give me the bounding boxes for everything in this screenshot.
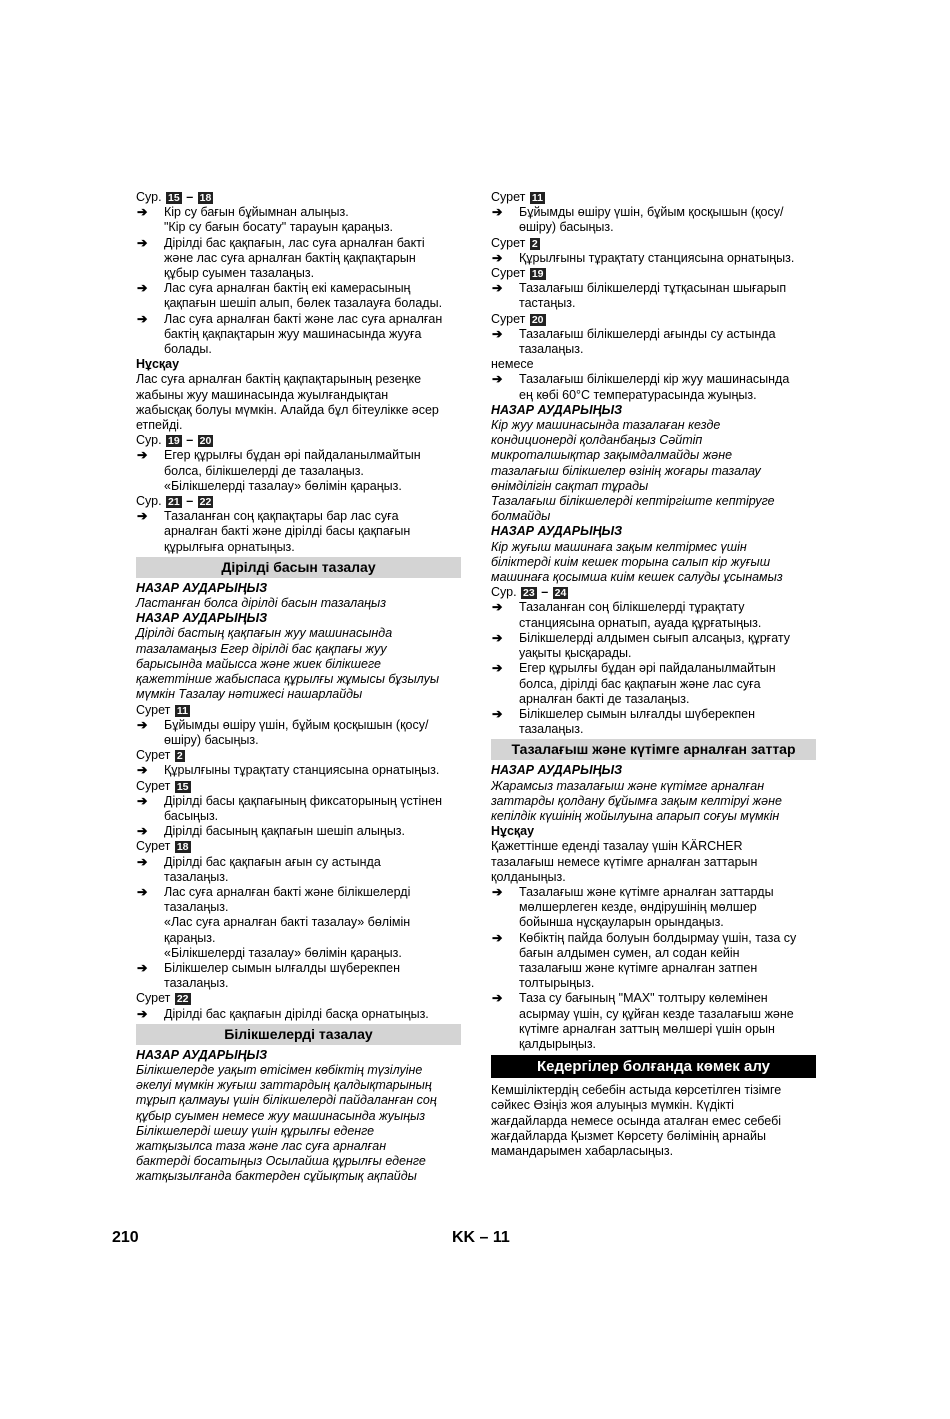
arrow-right-icon: ➔	[137, 205, 148, 220]
instruction-continuation: тазалағыш және күтімге арналған затпен	[519, 960, 758, 975]
figure-ref	[491, 236, 816, 251]
instruction-continuation: болса, білікшелерді де тазалаңыз.	[164, 463, 364, 478]
instruction-continuation: бактің қақпақтарын жуу машинасында жууға	[164, 326, 422, 341]
warning-text: Ластанған болса дірілді басын тазалаңыз	[136, 596, 387, 611]
figure-number-badge: 23	[523, 587, 535, 600]
body-text: жабыны жуу машинасында жуылғандықтан	[136, 387, 389, 402]
instruction-step	[136, 281, 461, 296]
figure-prefix: Сурет	[136, 991, 171, 1006]
figure-ref	[136, 779, 461, 794]
instruction-step	[491, 885, 816, 900]
instruction-continuation: күтімге арналған заттың мөлшері үшін орын	[519, 1021, 775, 1036]
instruction-continuation: «Лас суға арналған бакті тазалау» бөлімін	[164, 915, 411, 930]
instruction-continuation: «Білікшелерді тазалау» бөлімін қараңыз.	[164, 478, 402, 493]
figure-prefix: Сурет	[136, 702, 171, 717]
note-label: Нұсқау	[491, 824, 535, 839]
warning-text: Жарамсыз тазалағыш және күтімге арналған	[491, 778, 765, 793]
warning-text: әкелуі мүмкін жуғыш заттардың қалдықтарының	[136, 1078, 432, 1093]
instruction-step	[136, 885, 461, 900]
instruction-continuation: ең көбі 60°C температурасында жуыңыз.	[519, 387, 757, 402]
instruction-step	[136, 961, 461, 976]
warning-text: Білікшелерде уақыт өтісімен көбіктің түзілуіне	[136, 1062, 423, 1077]
instruction-continuation: толтырыңыз.	[519, 976, 595, 991]
arrow-right-icon: ➔	[137, 793, 148, 808]
body-text: жағдайларда Қызмет Көрсету бөлімінің арнайы	[491, 1128, 766, 1143]
figure-ref	[136, 433, 461, 448]
instruction-continuation: станциясына орнатып, ауада құрғатыңыз.	[519, 615, 762, 630]
page-number: 210	[112, 1229, 139, 1246]
instruction-continuation: болса, дірілді бас қақпағын және лас суға	[519, 676, 761, 691]
instruction-step	[136, 763, 461, 778]
instruction-step	[491, 661, 816, 676]
warning-text: барысында майысса және жиек білікшеге	[136, 656, 381, 671]
instruction-text: Дірілді басының қақпағын шешіп алыңыз.	[164, 824, 406, 839]
instruction-continuation: тазалаңыз.	[164, 900, 229, 915]
body-text: жағдайларда немесе осында аталған емес себебі	[491, 1113, 782, 1128]
instruction-step	[491, 707, 816, 722]
instruction-step	[491, 931, 816, 946]
figure-ref	[136, 190, 461, 205]
warning-text: тұрып қалмауы үшін білікшелерді пайдаланған соң	[136, 1093, 437, 1108]
section-heading: Тазалағыш және күтімге арналған заттар	[491, 739, 816, 760]
instruction-continuation: асырмау үшін, су құйған кезде тазалағыш және	[519, 1006, 794, 1021]
arrow-right-icon: ➔	[137, 281, 148, 296]
instruction-text: Тазаланған соң білікшелерді тұрақтату	[519, 600, 745, 615]
figure-prefix: Сурет	[491, 235, 526, 250]
figure-prefix: Сурет	[136, 748, 171, 763]
figure-number-badge: 20	[531, 313, 544, 326]
warning-text: жатқызылғанда бактерден сұйықтық ақпайды	[136, 1169, 417, 1184]
figure-prefix: Сур.	[136, 494, 162, 509]
warning-label: НАЗАР АУДАРЫҢЫЗ	[491, 524, 623, 539]
instruction-text: Тазалағыш және күтімге арналған заттарды	[519, 884, 774, 899]
instruction-text: Тазалағыш білікшелерді тұтқасынан шығарып	[519, 281, 787, 296]
warning-label: НАЗАР АУДАРЫҢЫЗ	[491, 763, 623, 778]
instruction-continuation: тазалаңыз.	[164, 869, 229, 884]
warning-text: болмайды	[491, 509, 551, 524]
warning-label: НАЗАР АУДАРЫҢЫЗ	[491, 402, 623, 417]
arrow-right-icon: ➔	[492, 326, 503, 341]
instruction-text: Дірілді бас қақпағын, лас суға арналған бакті	[164, 235, 425, 250]
warning-text: Білікшелерді шешу үшін құрылғы еденге	[136, 1123, 375, 1138]
instruction-text: Тазаланған соң қақпақтары бар лас суға	[164, 509, 399, 524]
instruction-step	[136, 855, 461, 870]
figure-number-badge: 15	[176, 780, 189, 793]
instruction-continuation: тазалаңыз.	[164, 976, 229, 991]
instruction-step	[491, 327, 816, 342]
instruction-continuation: құбыр суымен тазалаңыз.	[164, 266, 315, 281]
instruction-step	[491, 991, 816, 1006]
warning-label: НАЗАР АУДАРЫҢЫЗ	[136, 611, 268, 626]
left-column	[136, 190, 461, 1185]
instruction-continuation: тастаңыз.	[519, 296, 576, 311]
instruction-step	[136, 312, 461, 327]
figure-prefix: Сурет	[491, 311, 526, 326]
instruction-step	[491, 251, 816, 266]
figure-ref	[136, 839, 461, 854]
body-text: қолданыңыз.	[491, 869, 566, 884]
section-heading: Білікшелерді тазалау	[136, 1024, 461, 1045]
figure-ref	[136, 494, 461, 509]
instruction-text: Лас суға арналған бактің екі камерасының	[164, 281, 411, 296]
figure-number-badge: 22	[176, 993, 189, 1006]
figure-number-badge: 24	[554, 587, 567, 600]
arrow-right-icon: ➔	[137, 235, 148, 250]
body-text: Лас суға арналған бактің қақпақтарының резеңке	[136, 372, 422, 387]
instruction-continuation: өшіру) басыңыз.	[519, 220, 614, 235]
figure-prefix: Сурет	[491, 266, 526, 281]
figure-number-badge: 18	[199, 192, 212, 204]
body-text: етпейді.	[136, 418, 183, 433]
instruction-text: Бұйымды өшіру үшін, бұйым қосқышын (қосу/	[164, 717, 429, 732]
instruction-continuation: тазалаңыз.	[519, 722, 584, 737]
figure-number-badge: 11	[176, 704, 188, 717]
instruction-continuation: бойынша нұсқауларын орындаңыз.	[519, 915, 724, 930]
arrow-right-icon: ➔	[137, 717, 148, 732]
warning-text: өнімділігін сақтап тұрады	[491, 478, 649, 493]
instruction-step	[136, 236, 461, 251]
arrow-right-icon: ➔	[137, 448, 148, 463]
warning-label: НАЗАР АУДАРЫҢЫЗ	[136, 1047, 268, 1062]
warning-text: кондиционерді қолданбаңыз Сәйтіп	[491, 433, 703, 448]
figure-range-dash: –	[186, 433, 194, 448]
arrow-right-icon: ➔	[492, 661, 503, 676]
warning-text: тазалағыш білікшелер өзінің жоғары тазалау	[491, 463, 761, 478]
warning-text: микроталшықтар зақымдалмайды және	[491, 448, 733, 463]
instruction-continuation: өшіру) басыңыз.	[164, 732, 259, 747]
instruction-step	[136, 448, 461, 463]
instruction-step	[136, 205, 461, 220]
figure-number-badge: 19	[168, 435, 180, 448]
instruction-text: Тазалағыш білікшелерді кір жуу машинасында	[519, 372, 790, 387]
body-text: сәйкес Өзіңіз жоя алуыңыз мүмкін. Күдікті	[491, 1098, 734, 1113]
instruction-text: Құрылғыны тұрақтату станциясына орнатыңыз.	[519, 250, 795, 265]
section-heading: Дірілді басын тазалау	[136, 557, 461, 578]
instruction-text: Дірілді бас қақпағын дірілді басқа орнатыңыз.	[164, 1006, 429, 1021]
instruction-text: Дірілді бас қақпағын ағын су астында	[164, 854, 381, 869]
warning-text: Кір жуғыш машинаға зақым келтірмес үшін	[491, 539, 747, 554]
arrow-right-icon: ➔	[492, 991, 503, 1006]
figure-number-badge: 15	[168, 192, 180, 204]
figure-ref	[491, 585, 816, 600]
instruction-continuation: басыңыз.	[164, 808, 219, 823]
instruction-continuation: және лас суға арналған бактің қақпақтарын	[164, 250, 416, 265]
figure-number-badge: 22	[199, 496, 212, 509]
warning-text: заттарды қолдану бұйымға зақым келтіруі және	[491, 793, 782, 808]
warning-text: құбыр суымен немесе жуу машинасында жуыңыз	[136, 1108, 426, 1123]
arrow-right-icon: ➔	[137, 763, 148, 778]
figure-ref	[491, 190, 816, 205]
instruction-step	[491, 631, 816, 646]
instruction-continuation: бағын алдымен сумен, ал содан кейін	[519, 945, 740, 960]
instruction-text: Лас суға арналған бакті және лас суға арналған	[164, 311, 443, 326]
figure-prefix: Сур.	[136, 190, 162, 204]
body-text: мамандарымен хабарласыңыз.	[491, 1143, 674, 1158]
figure-range-dash: –	[186, 494, 194, 509]
arrow-right-icon: ➔	[492, 600, 503, 615]
figure-ref	[136, 748, 461, 763]
instruction-step	[136, 1007, 461, 1022]
figure-prefix: Сурет	[136, 839, 171, 854]
instruction-text: Дірілді басы қақпағының фиксаторының үстінен	[164, 793, 443, 808]
warning-text: тазаламаңыз Егер дірілді бас қақпағы жуу	[136, 641, 387, 656]
instruction-continuation: тазалаңыз.	[519, 342, 584, 357]
page-code: KK – 11	[452, 1229, 510, 1246]
body-text: Кемшіліктердің себебін астыда көрсетілген тізімге	[491, 1083, 782, 1098]
figure-ref	[136, 991, 461, 1006]
figure-prefix: Сурет	[491, 190, 526, 204]
warning-text: Кір жуу машинасында тазалаған кезде	[491, 418, 721, 433]
arrow-right-icon: ➔	[492, 250, 503, 265]
figure-number-badge: 20	[199, 435, 212, 448]
note-label: Нұсқау	[136, 357, 180, 372]
figure-range-dash: –	[186, 190, 194, 204]
figure-prefix: Сур.	[491, 585, 517, 600]
instruction-continuation: болады.	[164, 342, 212, 357]
instruction-continuation: "Кір су бағын босату" тарауын қараңыз.	[164, 220, 394, 235]
right-column	[491, 190, 816, 1159]
instruction-step	[136, 718, 461, 733]
instruction-text: Тазалағыш білікшелерді ағынды су астында	[519, 326, 776, 341]
arrow-right-icon: ➔	[137, 854, 148, 869]
instruction-continuation: құрылғыға орнатыңыз.	[164, 539, 295, 554]
warning-text: мүмкін Тазалау нәтижесі нашарлайды	[136, 687, 363, 702]
figure-ref	[136, 703, 461, 718]
instruction-step	[136, 509, 461, 524]
figure-number-badge: 19	[531, 268, 544, 281]
instruction-text: Егер құрылғы бұдан әрі пайдаланылмайтын	[164, 448, 421, 463]
arrow-right-icon: ➔	[137, 1006, 148, 1021]
figure-ref	[491, 266, 816, 281]
instruction-step	[491, 281, 816, 296]
body-text: тазалағыш немесе күтімге арналған заттарын	[491, 854, 758, 869]
arrow-right-icon: ➔	[492, 884, 503, 899]
instruction-step	[136, 794, 461, 809]
figure-ref	[491, 312, 816, 327]
instruction-text: Лас суға арналған бакті және білікшелерді	[164, 884, 411, 899]
warning-text: Дірілді бастың қақпағын жуу машинасында	[136, 626, 393, 641]
figure-range-dash: –	[541, 585, 549, 600]
figure-number-badge: 18	[176, 841, 189, 854]
figure-number-badge: 2	[531, 237, 538, 250]
arrow-right-icon: ➔	[492, 630, 503, 645]
instruction-continuation: қараңыз.	[164, 930, 216, 945]
figure-number-badge: 21	[168, 496, 180, 509]
figure-prefix: Сурет	[136, 778, 171, 793]
arrow-right-icon: ➔	[137, 884, 148, 899]
warning-text: машинаға қосымша киім кешек салуды ұсынамыз	[491, 570, 783, 585]
instruction-text: Бұйымды өшіру үшін, бұйым қосқышын (қосу/	[519, 205, 784, 220]
figure-number-badge: 2	[176, 750, 183, 763]
warning-text: қажеттінше жабыспаса құрылғы жұмысы бұзылуы	[136, 672, 440, 687]
instruction-continuation: арналған бакті және дірілді басы қақпағын	[164, 524, 411, 539]
instruction-continuation: қақпағын шешіп алып, бөлек тазалауға болады.	[164, 296, 443, 311]
instruction-text: Білікшелерді алдымен сығып алсаңыз, құрғату	[519, 630, 791, 645]
warning-text: жатқызылса таза және лас суға арналған	[136, 1138, 387, 1153]
arrow-right-icon: ➔	[137, 824, 148, 839]
arrow-right-icon: ➔	[137, 509, 148, 524]
warning-text: біліктерді киім кешек торына салып кір жуғыш	[491, 554, 771, 569]
instruction-continuation: қалдырыңыз.	[519, 1036, 597, 1051]
arrow-right-icon: ➔	[492, 281, 503, 296]
instruction-step	[491, 600, 816, 615]
warning-text: кепілдік күшінің жойылуына апарып соғуы мүмкін	[491, 808, 780, 823]
figure-number-badge: 11	[531, 192, 543, 204]
instruction-text: Көбіктің пайда болуын болдырмау үшін, таза су	[519, 930, 797, 945]
instruction-continuation: арналған бакті де тазалаңыз.	[519, 691, 690, 706]
instruction-text: Құрылғыны тұрақтату станциясына орнатыңыз.	[164, 763, 440, 778]
arrow-right-icon: ➔	[492, 930, 503, 945]
warning-label: НАЗАР АУДАРЫҢЫЗ	[136, 580, 268, 595]
instruction-continuation: «Білікшелерді тазалау» бөлімін қараңыз.	[164, 945, 402, 960]
instruction-text: Білікшелер сымын ылғалды шүберекпен	[519, 706, 756, 721]
body-text: жабысқақ болуы мүмкін. Алайда бұл бітеулікке әсер	[136, 402, 439, 417]
arrow-right-icon: ➔	[137, 311, 148, 326]
arrow-right-icon: ➔	[492, 372, 503, 387]
instruction-continuation: мөлшерлеген кезде, өндірушінің мөлшер	[519, 900, 757, 915]
arrow-right-icon: ➔	[492, 706, 503, 721]
body-text: Қажеттінше еденді тазалау үшін KÄRCHER	[491, 839, 743, 854]
instruction-text: Таза су бағының "MAX" толтыру көлемінен	[519, 991, 768, 1006]
warning-text: бактерді босатыңыз Осылайша құрылғы еденге	[136, 1154, 426, 1169]
instruction-step	[136, 824, 461, 839]
instruction-continuation: уақыты қысқарады.	[519, 646, 632, 661]
instruction-text: Білікшелер сымын ылғалды шүберекпен	[164, 960, 401, 975]
figure-prefix: Сур.	[136, 433, 162, 448]
chapter-heading: Кедергілер болғанда көмек алу	[491, 1055, 816, 1078]
body-text: немесе	[491, 357, 534, 372]
instruction-step	[491, 372, 816, 387]
warning-text: Тазалағыш білікшелерді кептіргіште кептіруге	[491, 494, 775, 509]
instruction-text: Кір су бағын бұйымнан алыңыз.	[164, 205, 349, 220]
arrow-right-icon: ➔	[137, 960, 148, 975]
instruction-step	[491, 205, 816, 220]
instruction-text: Егер құрылғы бұдан әрі пайдаланылмайтын	[519, 661, 776, 676]
arrow-right-icon: ➔	[492, 205, 503, 220]
